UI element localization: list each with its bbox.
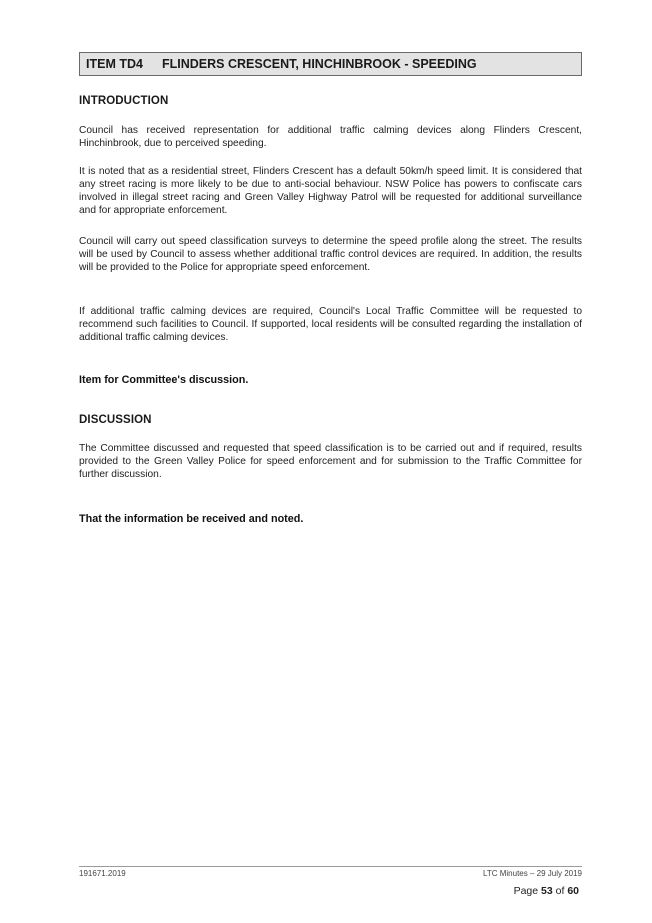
page-number (514, 885, 579, 897)
page-of: of (555, 885, 565, 897)
page-current: 53 (541, 885, 553, 897)
discussion-heading: DISCUSSION (79, 414, 152, 426)
committee-resolution: That the information be received and noted. (79, 513, 304, 525)
footer-doc-reference: 191671.2019 (79, 869, 126, 878)
discussion-paragraph: The Committee discussed and requested that speed classification is to be carried out and if required, results provided to the Green Valley Police for speed enforcement and for submission to the Traffic Committee for further discussion. (79, 443, 582, 480)
introduction-paragraph: If additional traffic calming devices are required, Council's Local Traffic Committee will be requested to recommend such facilities to Council. If supported, local residents will be consulted regarding the installation of additional traffic calming devices. (79, 306, 582, 343)
page-label: Page (513, 885, 539, 897)
introduction-paragraph: Council will carry out speed classification surveys to determine the speed profile along the street. The results will be used by Council to assess whether additional traffic control devices are required. In addition, the results will be provided to the Police for appropriate speed enforcement. (79, 236, 582, 273)
introduction-paragraph: Council has received representation for additional traffic calming devices along Flinders Crescent, Hinchinbrook, due to perceived speeding. (79, 125, 582, 149)
footer-divider (79, 866, 582, 867)
item-title: FLINDERS CRESCENT, HINCHINBROOK - SPEEDING (162, 57, 477, 71)
introduction-paragraph: It is noted that as a residential street, Flinders Crescent has a default 50km/h speed limit. It is considered that any street racing is more likely to be due to anti-social behaviour. NSW Police has powers to confiscate cars involved in illegal street racing and Green Valley Highway Patrol will be requested for additional surveillance and for appropriate enforcement. (79, 166, 582, 216)
item-header-box (79, 52, 582, 76)
item-code: ITEM TD4 (86, 57, 143, 71)
committee-recommendation: Item for Committee's discussion. (79, 374, 249, 386)
page-total: 60 (567, 885, 579, 897)
footer-doc-title: LTC Minutes – 29 July 2019 (482, 869, 582, 878)
introduction-heading: INTRODUCTION (79, 95, 169, 107)
